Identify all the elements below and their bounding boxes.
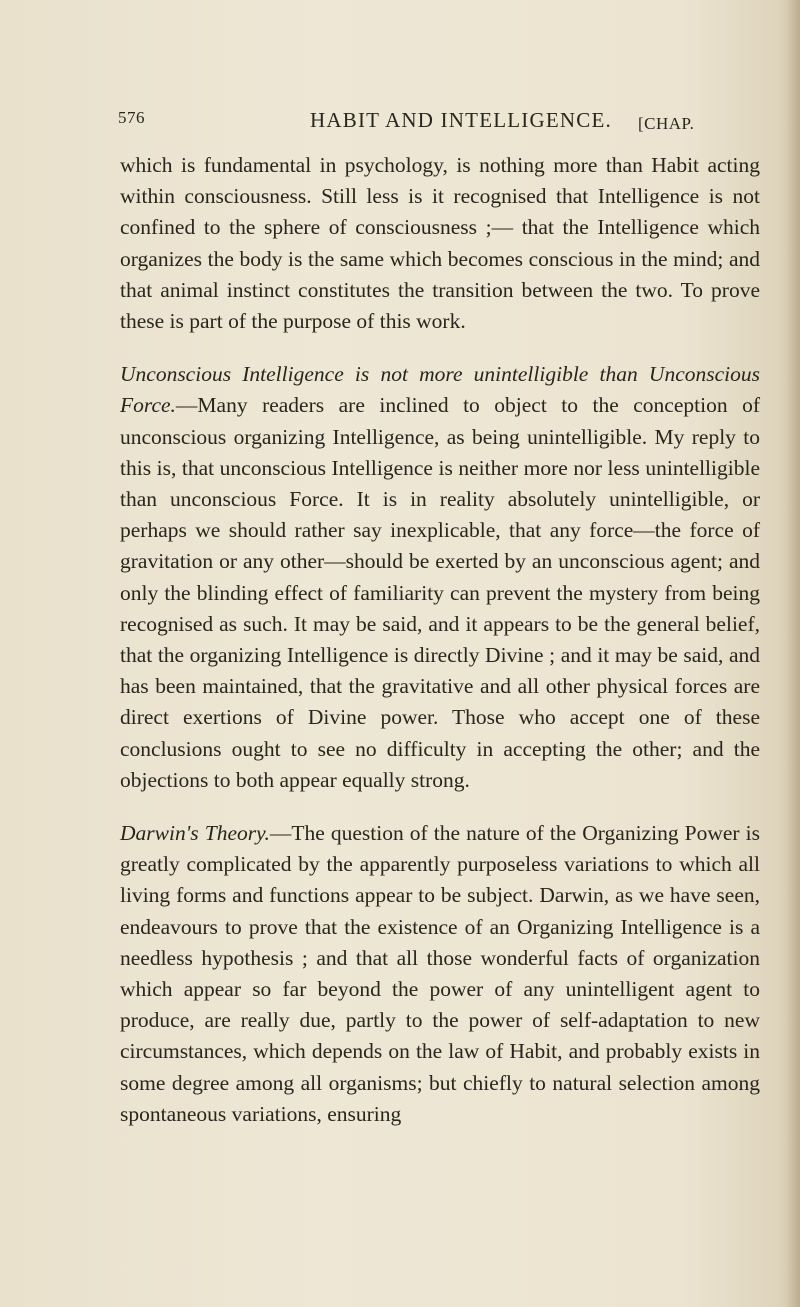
- running-head: [118, 108, 758, 142]
- paragraph-darwins-theory: [120, 818, 760, 1130]
- paragraph-text: which is fundamental in psychology, is nothing more than Habit acting within consciousness. Still less is it recognised that Intelligence is not confined to the sphere of consciousness ;— that the Intelligence which organizes the body is the same which becomes conscious in the mind; and that animal instinct constitutes the transition between the two. To prove these is part of the purpose of this work.: [120, 153, 760, 334]
- chapter-mark: [CHAP.: [638, 114, 695, 133]
- section-heading: Unconscious Intelligence is not more unintelligible than Unconscious Force.: [120, 362, 760, 418]
- page-edge-shadow: [786, 0, 800, 1307]
- paragraph-text: —Many readers are inclined to object to the conception of unconscious organizing Intelligence, as being unintelligible. My reply to this is, that unconscious Intelligence is neither more nor less unintelligible than unconscious Force. It is in reality absolutely unintelligible, or perhaps we should rather say inexplicable, that any force—the force of gravitation or any other—should be exerted by an unconscious agent; and only the blinding effect of familiarity can prevent the mystery from being recognised as such. It may be said, and it appears to be the general belief, that the organizing Intelligence is directly Divine ; and it may be said, and has been maintained, that the gravitative and all other physical forces are direct exertions of Divine power. Those who accept one of these conclusions ought to see no difficulty in accepting the other; and the objections to both appear equally strong.: [120, 393, 760, 792]
- paragraph-text: —The question of the nature of the Organizing Power is greatly complicated by the apparently purposeless variations to which all living forms and functions appear to be subject. Darwin, as we have seen, endeavours to prove that the existence of an Organizing Intelligence is a needless hypothesis ; and that all those wonderful facts of organization which appear so far beyond the power of any unintelligent agent to produce, are really due, partly to the power of self-adaptation to new circumstances, which depends on the law of Habit, and probably exists in some degree among all organisms; but chiefly to natural selection among spontaneous variations, ensuring: [120, 821, 760, 1126]
- header-title: HABIT AND INTELLIGENCE.: [310, 108, 612, 132]
- body-text: [120, 150, 760, 1130]
- section-heading: Darwin's Theory.: [120, 821, 270, 846]
- paragraph-continuation: [120, 150, 760, 337]
- page-number: 576: [118, 108, 145, 127]
- paragraph-unconscious-intelligence: [120, 359, 760, 796]
